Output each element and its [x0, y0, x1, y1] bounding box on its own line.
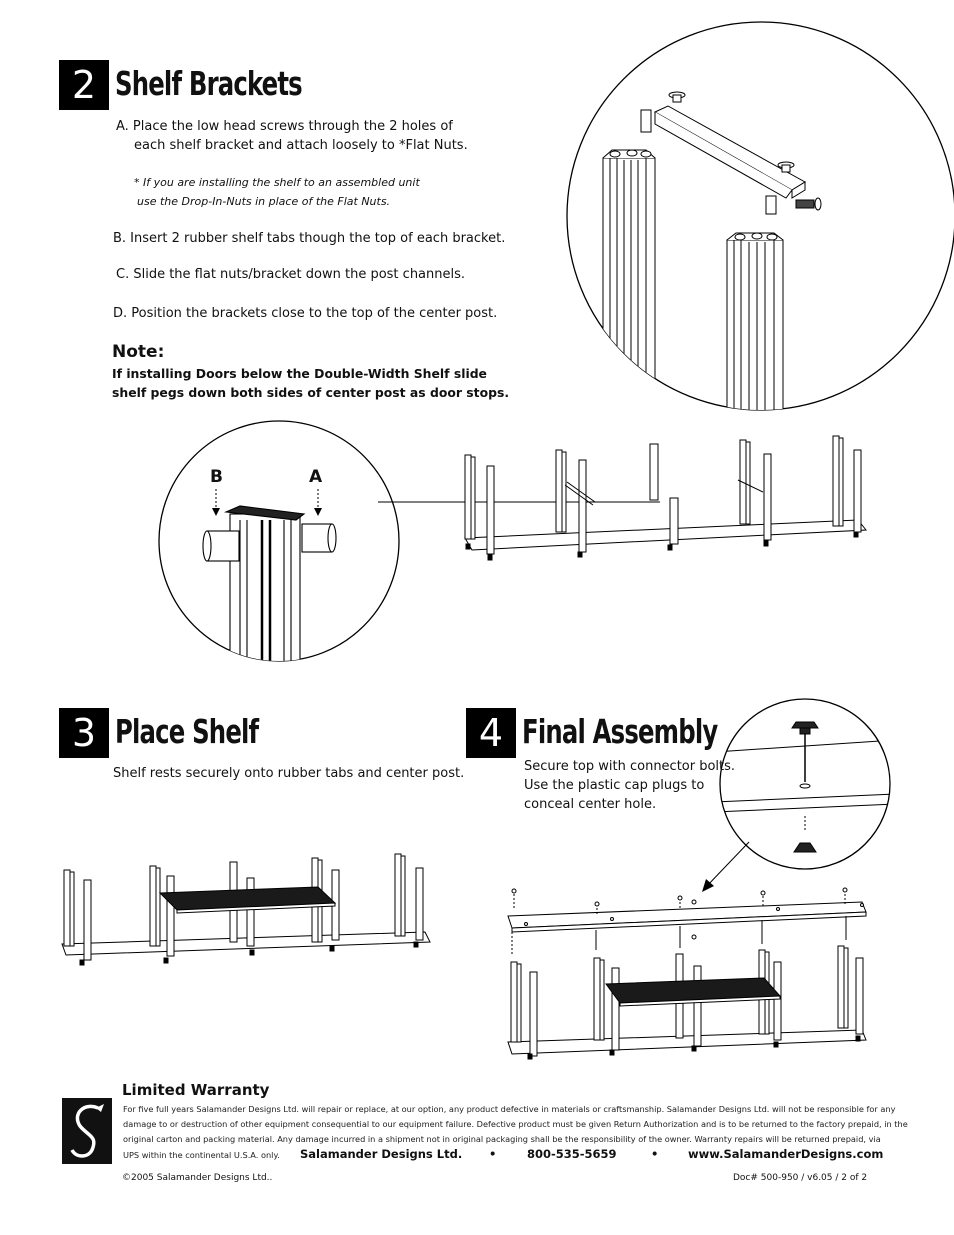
phone-number: 800-535-5659 — [527, 1147, 617, 1161]
warranty-heading: Limited Warranty — [122, 1081, 270, 1099]
step-3-number: 3 — [59, 708, 109, 758]
warranty-line1: For five full years Salamander Designs Ltd. will repair or replace, at our option, any product defective in materials or craftsmanship. Salamander Designs Ltd. will not be responsible for any — [123, 1104, 896, 1114]
warranty-line2: damage to or destruction of other equipment consequential to our equipment failure. Defective product must be given Return Authorization and is to be returned to the factory prepaid, in the — [123, 1119, 908, 1129]
step-2-instruction-a-line2: each shelf bracket and attach loosely to *Flat Nuts. — [134, 138, 468, 153]
copyright: ©2005 Salamander Designs Ltd.. — [122, 1173, 273, 1183]
bullet-2: • — [651, 1147, 659, 1161]
step-2-footnote-line2: use the Drop-In-Nuts in place of the Flat Nuts. — [137, 195, 391, 208]
step-3-title: Place Shelf — [115, 712, 259, 751]
step-4-text-line1: Secure top with connector bolts. — [524, 759, 736, 774]
note-text-line1: If installing Doors below the Double-Width Shelf slide — [112, 366, 487, 381]
step-3-text: Shelf rests securely onto rubber tabs and center post. — [113, 766, 465, 781]
warranty-line3: original carton and packing material. Any damage incurred in a shipment not in original packaging shall be the responsibility of the owner. Warranty repairs will be returned prepaid, via — [123, 1134, 881, 1144]
step-2-instruction-a-line1: A. Place the low head screws through the 2 holes of — [116, 119, 453, 134]
step-2-instruction-c: C. Slide the flat nuts/bracket down the post channels. — [116, 267, 466, 282]
step-2-title: Shelf Brackets — [115, 64, 302, 103]
label-b: B — [210, 467, 223, 487]
company-name: Salamander Designs Ltd. — [300, 1147, 463, 1161]
step-2-instruction-b: B. Insert 2 rubber shelf tabs though the top of each bracket. — [113, 231, 506, 246]
label-a: A — [309, 467, 323, 487]
step-2-instruction-d: D. Position the brackets close to the top of the center post. — [113, 306, 498, 321]
website: www.SalamanderDesigns.com — [688, 1147, 884, 1161]
note-heading: Note: — [112, 342, 165, 362]
step-4-number: 4 — [466, 708, 516, 758]
step-2-number: 2 — [59, 60, 109, 110]
document-number: Doc# 500-950 / v6.05 / 2 of 2 — [733, 1173, 868, 1183]
note-text-line2: shelf pegs down both sides of center post as door stops. — [112, 385, 510, 400]
step-4-text-line3: conceal center hole. — [524, 797, 657, 812]
step-2-footnote-line1: * If you are installing the shelf to an assembled unit — [134, 176, 420, 189]
step-4-text-line2: Use the plastic cap plugs to — [524, 778, 705, 793]
warranty-line4: UPS within the continental U.S.A. only. — [123, 1150, 280, 1160]
bullet-1: • — [489, 1147, 497, 1161]
step-4-title: Final Assembly — [522, 712, 718, 751]
